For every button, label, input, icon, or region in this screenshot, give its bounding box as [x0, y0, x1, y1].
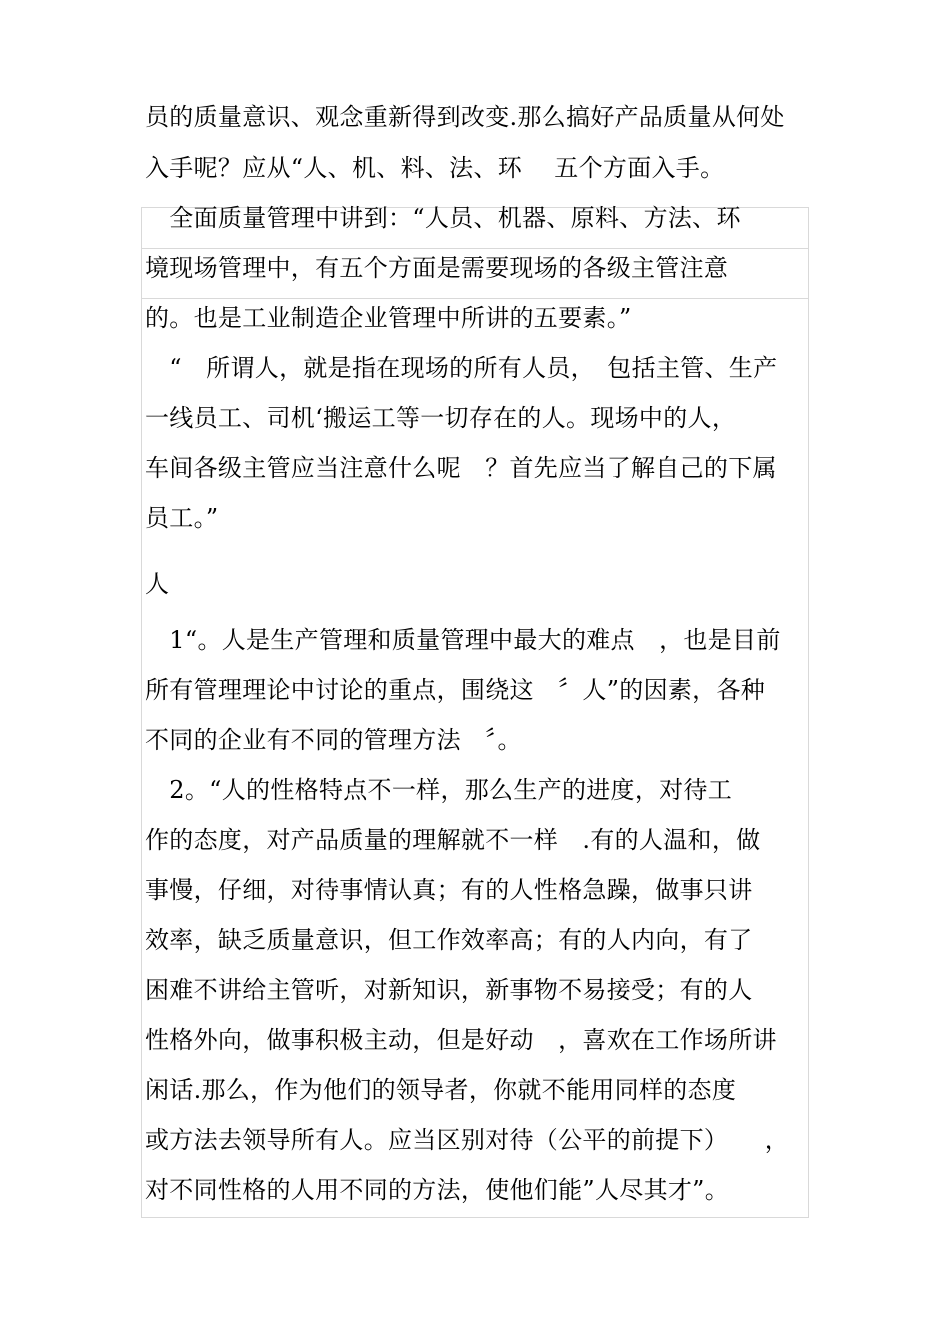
text-line-6: “ 所谓人，就是指在现场的所有人员， 包括主管、生产	[145, 354, 778, 382]
frame-bottom-border	[141, 1217, 809, 1218]
text-line-9: 员工。”	[145, 504, 219, 532]
text-line-2: 入手呢？应从“人、机、料、法、环 五个方面入手。	[145, 154, 725, 182]
text-line-1: 员的质量意识、观念重新得到改变.那么搞好产品质量从何处	[145, 103, 785, 131]
frame-row-divider-1	[141, 248, 809, 249]
text-line-15: 作的态度，对产品质量的理解就不一样 .有的人温和，做	[145, 826, 761, 854]
text-line-5: 的。也是工业制造企业管理中所讲的五要素。”	[145, 304, 632, 332]
text-line-17: 效率，缺乏质量意识，但工作效率高；有的人内向，有了	[145, 926, 753, 954]
section-heading: 人	[145, 570, 170, 598]
text-line-4: 境现场管理中，有五个方面是需要现场的各级主管注意	[145, 254, 729, 282]
text-line-16: 事慢，仔细，对待事情认真；有的人性格急躁，做事只讲	[145, 876, 753, 904]
text-line-19: 性格外向，做事积极主动，但是好动 ，喜欢在工作场所讲	[145, 1026, 777, 1054]
text-line-7: 一线员工、司机‘搬运工等一切存在的人。现场中的人，	[145, 404, 737, 432]
text-line-20: 闲话.那么，作为他们的领导者，你就不能用同样的态度	[145, 1076, 737, 1104]
frame-right-border	[808, 207, 809, 1218]
text-line-8: 车间各级主管应当注意什么呢 ？首先应当了解自己的下属	[145, 454, 777, 482]
text-line-13: 不同的企业有不同的管理方法 〞。	[145, 726, 522, 754]
text-line-11: 1“。人是生产管理和质量管理中最大的难点 ，也是目前	[145, 626, 781, 654]
frame-row-divider-2	[141, 298, 809, 299]
text-line-14: 2。“人的性格特点不一样，那么生产的进度，对待工	[145, 776, 733, 804]
text-line-18: 困难不讲给主管听，对新知识，新事物不易接受；有的人	[145, 976, 753, 1004]
text-line-22: 对不同性格的人用不同的方法，使他们能”人尽其才”。	[145, 1176, 730, 1204]
text-line-12: 所有管理理论中讨论的重点，围绕这 〞人”的因素，各种	[145, 676, 766, 704]
text-line-21: 或方法去领导所有人。应当区别对待（公平的前提下） ，	[145, 1126, 790, 1154]
text-line-3: 全面质量管理中讲到：“人员、机器、原料、方法、环	[145, 204, 741, 232]
frame-left-border	[141, 207, 142, 1218]
